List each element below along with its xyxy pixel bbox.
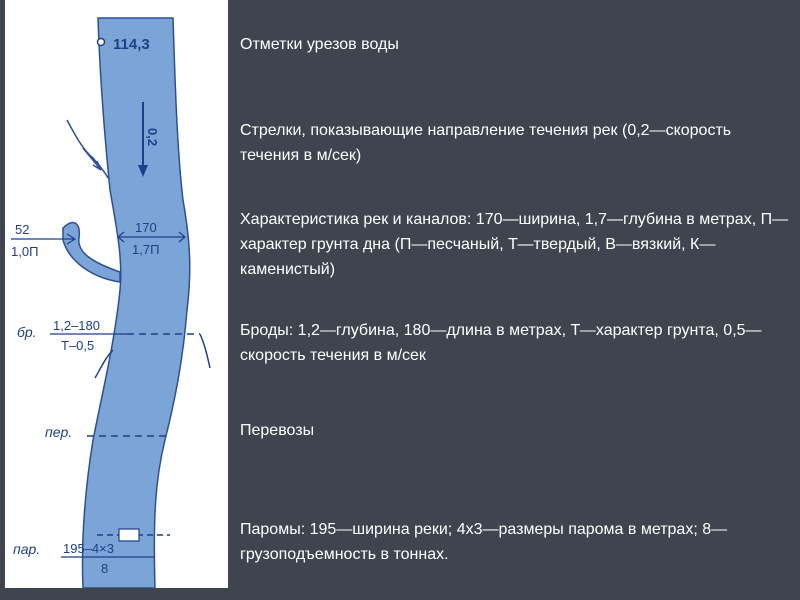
legend-rafts: Паромы: 195—ширина реки; 4х3—размеры парома в метрах; 8—грузоподъемность в тоннах.	[240, 521, 728, 563]
tributary	[63, 223, 120, 282]
stream-arrow	[83, 148, 101, 170]
legend-water-level: Отметки урезов воды	[240, 36, 399, 53]
river-map-drawing	[5, 0, 228, 588]
legend-ferry-crossings: Перевозы	[240, 422, 315, 439]
river-depth-label: 1,7П	[132, 242, 160, 257]
stream-line	[67, 120, 108, 178]
ford-road-right	[200, 334, 210, 368]
river-width-label: 170	[135, 220, 157, 235]
river-map	[5, 0, 228, 588]
water-level-point	[98, 39, 105, 46]
legend-flow-arrows: Стрелки, показывающие направление течения рек (0,2—скорость течения в м/сек)	[240, 122, 732, 164]
raft-symbol	[119, 529, 139, 541]
raft-bottom-label: 8	[101, 561, 109, 576]
ford-prefix-label: бр.	[17, 324, 37, 340]
raft-prefix-label: пар.	[13, 541, 41, 557]
water-level-label: 114,3	[113, 36, 150, 53]
ford-bottom-label: Т–0,5	[61, 338, 95, 353]
flow-speed-label: 0,2	[145, 128, 160, 147]
ferry-prefix-label: пер.	[45, 424, 73, 440]
raft-top-label: 195–4×3	[63, 541, 114, 556]
ford-top-label: 1,2–180	[53, 318, 100, 333]
legend-fords: Броды: 1,2—глубина, 180—длина в метрах, Т—характер грунта, 0,5—скорость течения в м/сек	[240, 322, 762, 364]
canal-depth-label: 1,0П	[11, 244, 39, 259]
canal-width-label: 52	[15, 222, 30, 237]
legend-river-characteristics: Характеристика рек и каналов: 170—ширина, 1,7—глубина в метрах, П—характер грунта дна (П—песчаный, Т—твердый, В—вязкий, К—каменистый)	[240, 211, 789, 278]
river-shape	[82, 18, 189, 588]
